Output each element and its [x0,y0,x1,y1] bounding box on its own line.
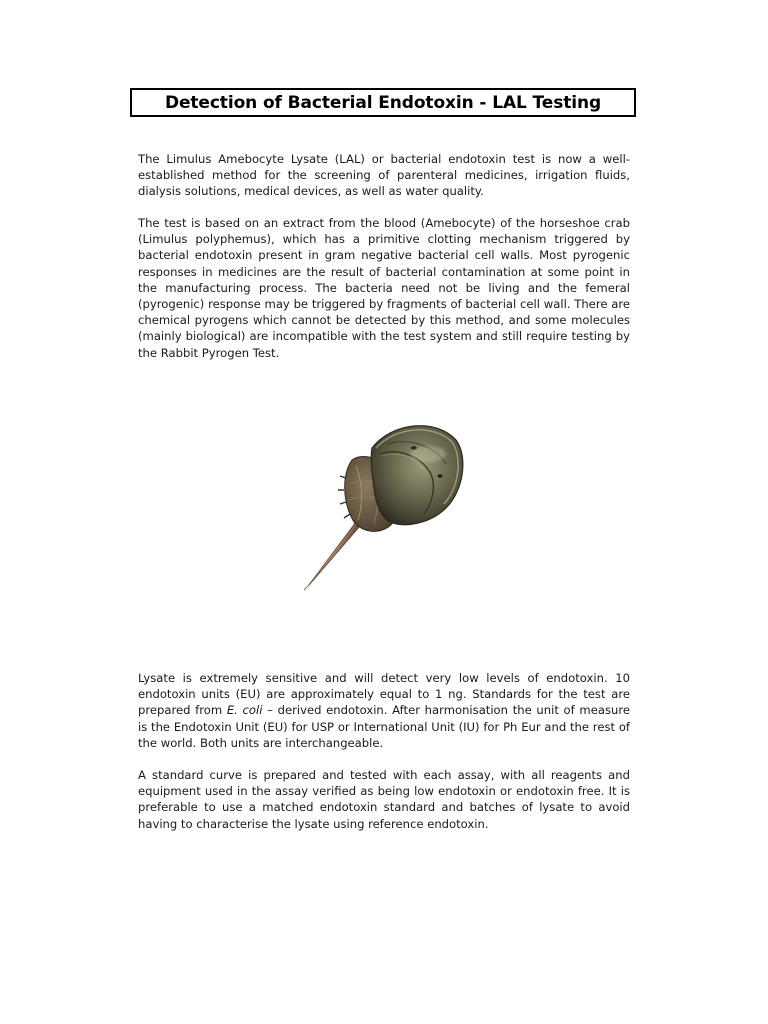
horseshoe-crab-icon [296,418,466,596]
sensitivity-paragraph [138,670,630,751]
page-title: Detection of Bacterial Endotoxin - LAL Testing [164,92,602,113]
ecoli-italic: E. coli [226,703,263,718]
sensitivity-text-start: Lysate is extremely sensitive and will detect very low levels of endotoxin. 10 endotoxin units (EU) are approximately equal to 1 ng. Standards for the test are prepared from [138,671,630,718]
standard-curve-paragraph: A standard curve is prepared and tested with each assay, with all reagents and equipment used in the assay verified as being low endotoxin or endotoxin free. It is preferable to use a matched endotoxin standard and batches of lysate to avoid having to characterise the lysate using reference endotoxin. [138,768,630,831]
horseshoe-crab-illustration [296,418,466,596]
test-basis-paragraph: The test is based on an extract from the blood (Amebocyte) of the horseshoe crab (Limulus polyphemus), which has a primitive clotting mechanism triggered by bacterial endotoxin present in gram negative bacterial cell walls. Most pyrogenic responses in medicines are the result of bacterial contamination at some point in the manufacturing process. The bacteria need not be living and the femeral (pyrogenic) response may be triggered by fragments of bacterial cell wall. There are chemical pyrogens which cannot be detected by this method, and some molecules (mainly biological) are incompatible with the test system and still require testing by the Rabbit Pyrogen Test. [138,216,630,360]
intro-paragraph: The Limulus Amebocyte Lysate (LAL) or bacterial endotoxin test is now a well-established method for the screening of parenteral medicines, irrigation fluids, dialysis solutions, medical devices, as well as water quality. [138,152,630,199]
sensitivity-text-end: – derived endotoxin. After harmonisation the unit of measure is the Endotoxin Unit (EU) for USP or International Unit (IU) for Ph Eur and the rest of the world. Both units are interchangeable. [138,703,630,750]
title-box [130,88,636,117]
